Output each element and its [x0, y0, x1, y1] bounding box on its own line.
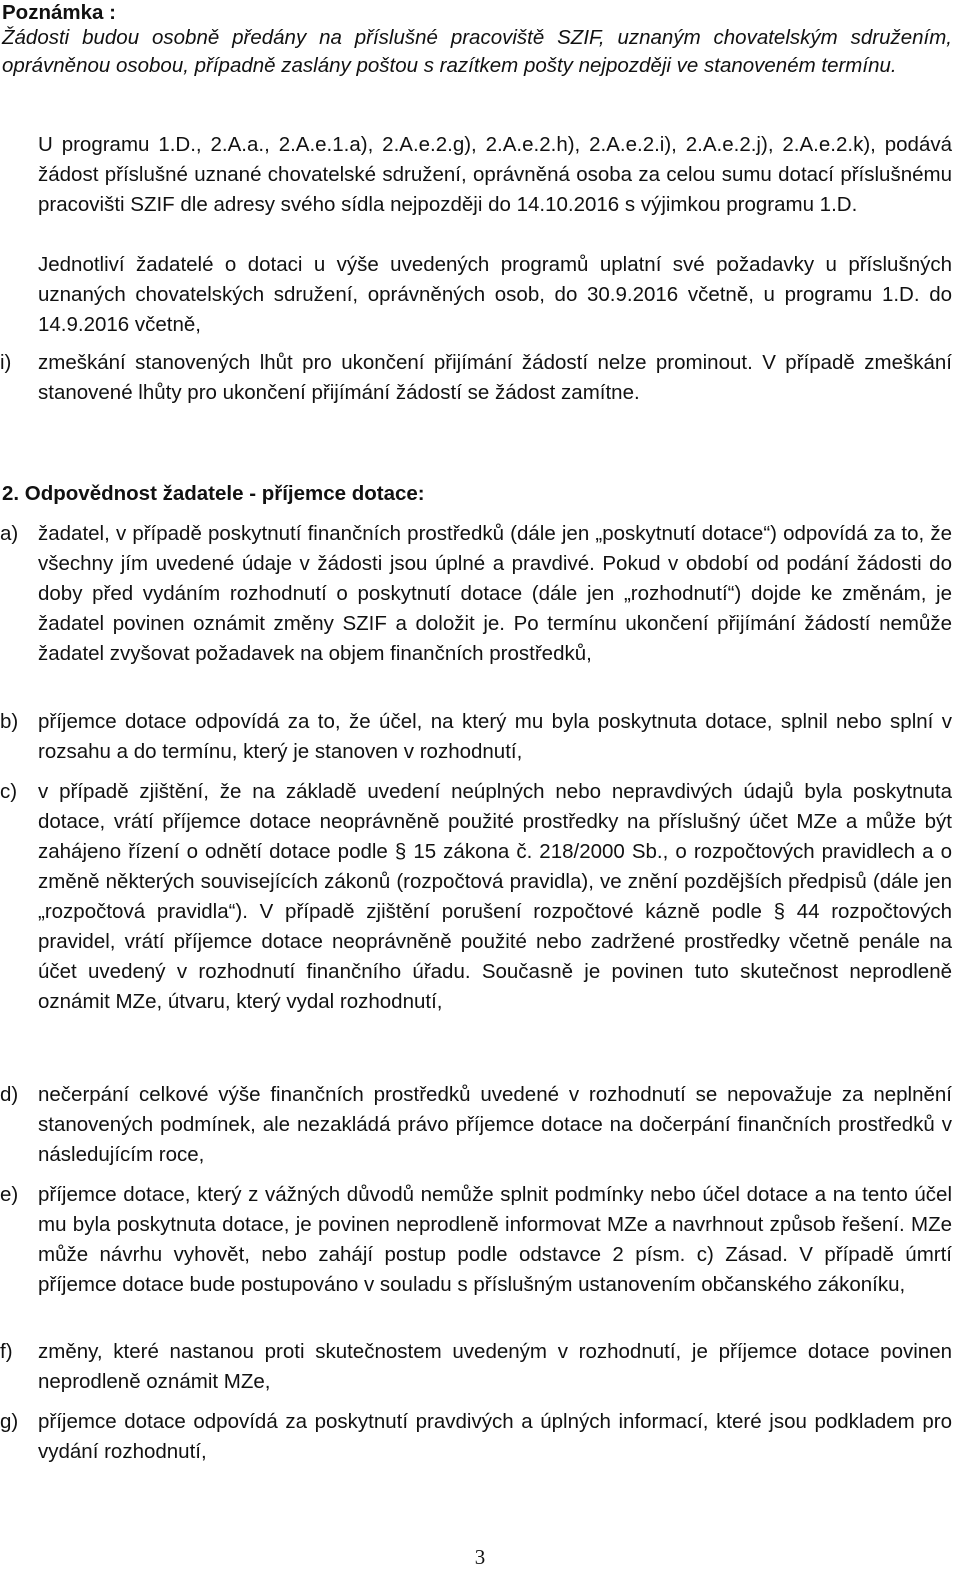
section-heading: 2. Odpovědnost žadatele - příjemce dotace: — [2, 482, 425, 505]
applicants-paragraph: Jednotliví žadatelé o dotaci u výše uvedených programů uplatní své požadavky u příslušných uznaných chovatelských sdružení, oprávněných osob, do 30.9.2016 včetně, u programu 1.D. do 14.9.2016 včetně, — [38, 253, 952, 336]
program-paragraph: U programu 1.D., 2.A.a., 2.A.e.1.a), 2.A.e.2.g), 2.A.e.2.h), 2.A.e.2.i), 2.A.e.2.j), 2.A.e.2.k), podává žádost příslušné uznané chovatelské sdružení, oprávněná osoba za celou sumu dotací příslušnému pracovišti SZIF dle adresy svého sídla nejpozději do 14.10.2016 s výjimkou programu 1.D. — [38, 133, 952, 216]
item-text: příjemce dotace odpovídá za poskytnutí pravdivých a úplných informací, které jsou podkladem pro vydání rozhodnutí, — [38, 1410, 952, 1463]
item-text: nečerpání celkové výše finančních prostředků uvedené v rozhodnutí se nepovažuje za neplnění stanovených podmínek, ale nezakládá právo příjemce dotace na dočerpání finančních prostředků v následujícím roce, — [38, 1083, 952, 1166]
item-text: zmeškání stanovených lhůt pro ukončení přijímání žádostí nelze prominout. V případě zmeškání stanovené lhůty pro ukončení přijímání žádostí se žádost zamítne. — [38, 351, 952, 404]
page-number: 3 — [474, 1545, 486, 1569]
note-title: Poznámka : — [2, 1, 116, 24]
item-label: d) — [0, 1083, 19, 1106]
item-label: e) — [0, 1183, 19, 1206]
item-label: i) — [0, 351, 12, 374]
item-text: příjemce dotace, který z vážných důvodů nemůže splnit podmínky nebo účel dotace a na tento účel mu byla poskytnuta dotace, je povinen neprodleně informovat MZe a navrhnout způsob řešení. MZe může návrhu vyhovět, nebo zahájí postup podle odstavce 2 písm. c) Zásad. V případě úmrtí příjemce dotace bude postupováno v souladu s příslušným ustanovením občanského zákoníku, — [38, 1183, 952, 1296]
item-label: a) — [0, 522, 19, 545]
item-label: g) — [0, 1410, 19, 1433]
item-label: b) — [0, 710, 19, 733]
item-text: příjemce dotace odpovídá za to, že účel, na který mu byla poskytnuta dotace, splnil nebo splní v rozsahu a do termínu, který je stanoven v rozhodnutí, — [38, 710, 952, 763]
item-text: změny, které nastanou proti skutečnostem uvedeným v rozhodnutí, je příjemce dotace povinen neprodleně oznámit MZe, — [38, 1340, 952, 1393]
note-text: Žádosti budou osobně předány na příslušné pracoviště SZIF, uznaným chovatelským sdružením, oprávněnou osobou, případně zaslány poštou s razítkem pošty nejpozději ve stanoveném termínu. — [2, 26, 952, 77]
item-label: c) — [0, 780, 18, 803]
item-text: žadatel, v případě poskytnutí finančních prostředků (dále jen „poskytnutí dotace“) odpovídá za to, že všechny jím uvedené údaje v žádosti jsou úplné a pravdivé. Pokud v období od podání žádosti do doby před vydáním rozhodnutí o poskytnutí dotace (dále jen „rozhodnutí“) dojde ke změnám, je žadatel povinen oznámit změny SZIF a doložit je. Po termínu ukončení přijímání žádostí nemůže žadatel zvyšovat požadavek na objem finančních prostředků, — [38, 522, 952, 665]
item-label: f) — [0, 1340, 13, 1363]
item-text: v případě zjištění, že na základě uvedení neúplných nebo nepravdivých údajů byla poskytnuta dotace, vrátí příjemce dotace neoprávněně použité prostředky na příslušný účet MZe a může být zahájeno řízení o odnětí dotace podle § 15 zákona č. 218/2000 Sb., o rozpočtových pravidlech a o změně některých souvisejících zákonů (rozpočtová pravidla), ve znění pozdějších předpisů (dále jen „rozpočtová pravidla“). V případě zjištění porušení rozpočtové kázně podle § 44 rozpočtových pravidel, vrátí příjemce dotace neoprávněně použité nebo zadržené prostředky včetně penále na účet uvedený v rozhodnutí finančního úřadu. Současně je povinen tuto skutečnost neprodleně oznámit MZe, útvaru, který vydal rozhodnutí, — [38, 780, 952, 1013]
